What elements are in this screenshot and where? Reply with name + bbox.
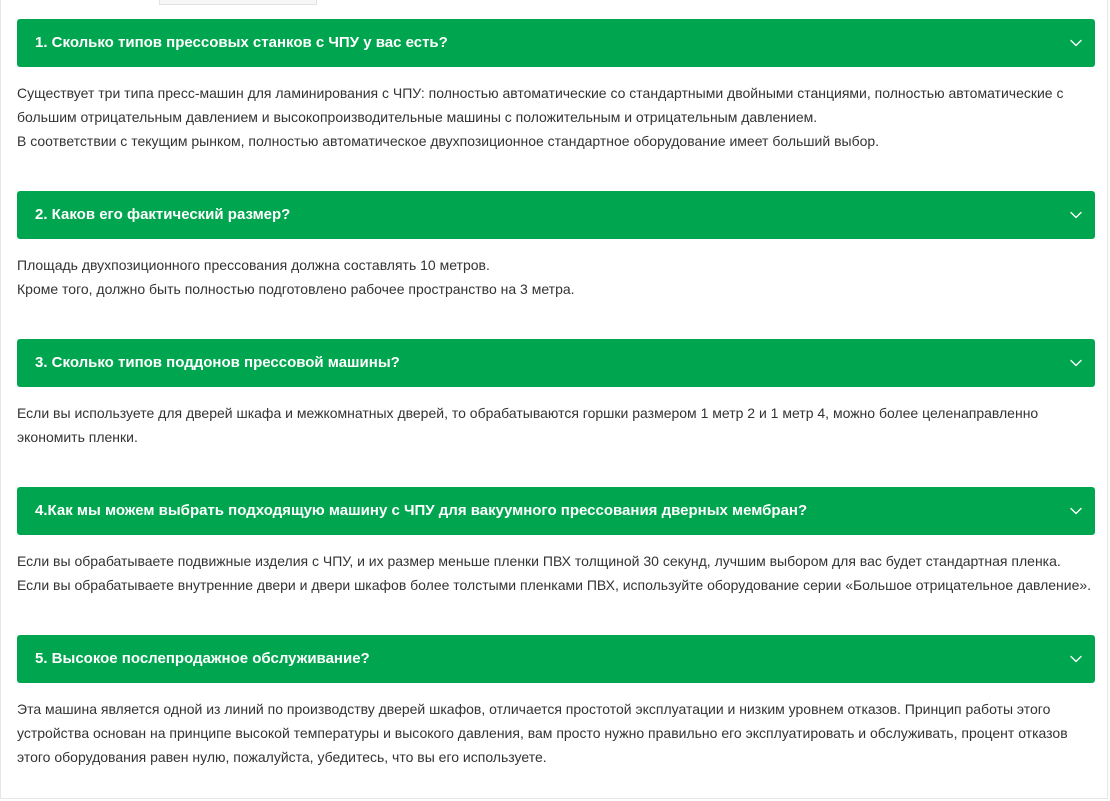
faq-item-1	[17, 19, 1095, 153]
answer-paragraph: Существует три типа пресс-машин для ламинирования с ЧПУ: полностью автоматические со стандартными двойными станциями, полностью автоматические с большим отрицательным давлением и высокопроизводительные машины с положительным и отрицательным давлением.	[17, 85, 1064, 125]
chevron-down-icon[interactable]	[1069, 208, 1083, 222]
answer-paragraph: Если вы используете для дверей шкафа и межкомнатных дверей, то обрабатываются горшки размером 1 метр 2 и 1 метр 4, можно более целенаправленно экономить пленки.	[17, 405, 1039, 445]
chevron-down-icon[interactable]	[1069, 652, 1083, 666]
faq-answer-1	[17, 81, 1095, 153]
faq-question-5[interactable]	[17, 635, 1095, 683]
chevron-down-icon[interactable]	[1069, 504, 1083, 518]
faq-question-text: 4.Как мы можем выбрать подходящую машину с ЧПУ для вакуумного прессования дверных мембран?	[35, 502, 808, 519]
tab-stub[interactable]	[159, 0, 317, 5]
answer-paragraph: Кроме того, должно быть полностью подготовлено рабочее пространство на 3 метра.	[17, 281, 575, 297]
faq-item-3	[17, 339, 1095, 449]
answer-paragraph: Если вы обрабатываете внутренние двери и двери шкафов более толстыми пленками ПВХ, используйте оборудование серии «Большое отрицательное давление».	[17, 577, 1092, 593]
faq-answer-5	[17, 697, 1095, 769]
faq-question-text: 1. Сколько типов прессовых станков с ЧПУ у вас есть?	[35, 34, 448, 51]
faq-question-text: 5. Высокое послепродажное обслуживание?	[35, 650, 370, 667]
chevron-down-icon[interactable]	[1069, 356, 1083, 370]
faq-question-3[interactable]	[17, 339, 1095, 387]
answer-paragraph: Площадь двухпозиционного прессования должна составлять 10 метров.	[17, 257, 490, 273]
faq-question-4[interactable]	[17, 487, 1095, 535]
answer-paragraph: Если вы обрабатываете подвижные изделия с ЧПУ, и их размер меньше пленки ПВХ толщиной 30 секунд, лучшим выбором для вас будет стандартная пленка.	[17, 553, 1061, 569]
faq-question-2[interactable]	[17, 191, 1095, 239]
faq-item-5	[17, 635, 1095, 769]
faq-question-text: 3. Сколько типов поддонов прессовой машины?	[35, 354, 400, 371]
chevron-down-icon[interactable]	[1069, 36, 1083, 50]
answer-paragraph: Эта машина является одной из линий по производству дверей шкафов, отличается простотой эксплуатации и низким уровнем отказов. Принцип работы этого устройства основан на принципе высокой температуры и высокого давления, вам просто нужно правильно его эксплуатировать и обслуживать, процент отказов этого оборудования равен нулю, пожалуйста, убедитесь, что вы его используете.	[17, 701, 1068, 765]
faq-question-text: 2. Каков его фактический размер?	[35, 206, 291, 223]
faq-question-1[interactable]	[17, 19, 1095, 67]
faq-answer-2	[17, 253, 1095, 301]
answer-paragraph: В соответствии с текущим рынком, полностью автоматическое двухпозиционное стандартное оборудование имеет больший выбор.	[17, 133, 880, 149]
faq-answer-4	[17, 549, 1095, 597]
faq-item-2	[17, 191, 1095, 301]
faq-answer-3	[17, 401, 1095, 449]
faq-item-4	[17, 487, 1095, 597]
